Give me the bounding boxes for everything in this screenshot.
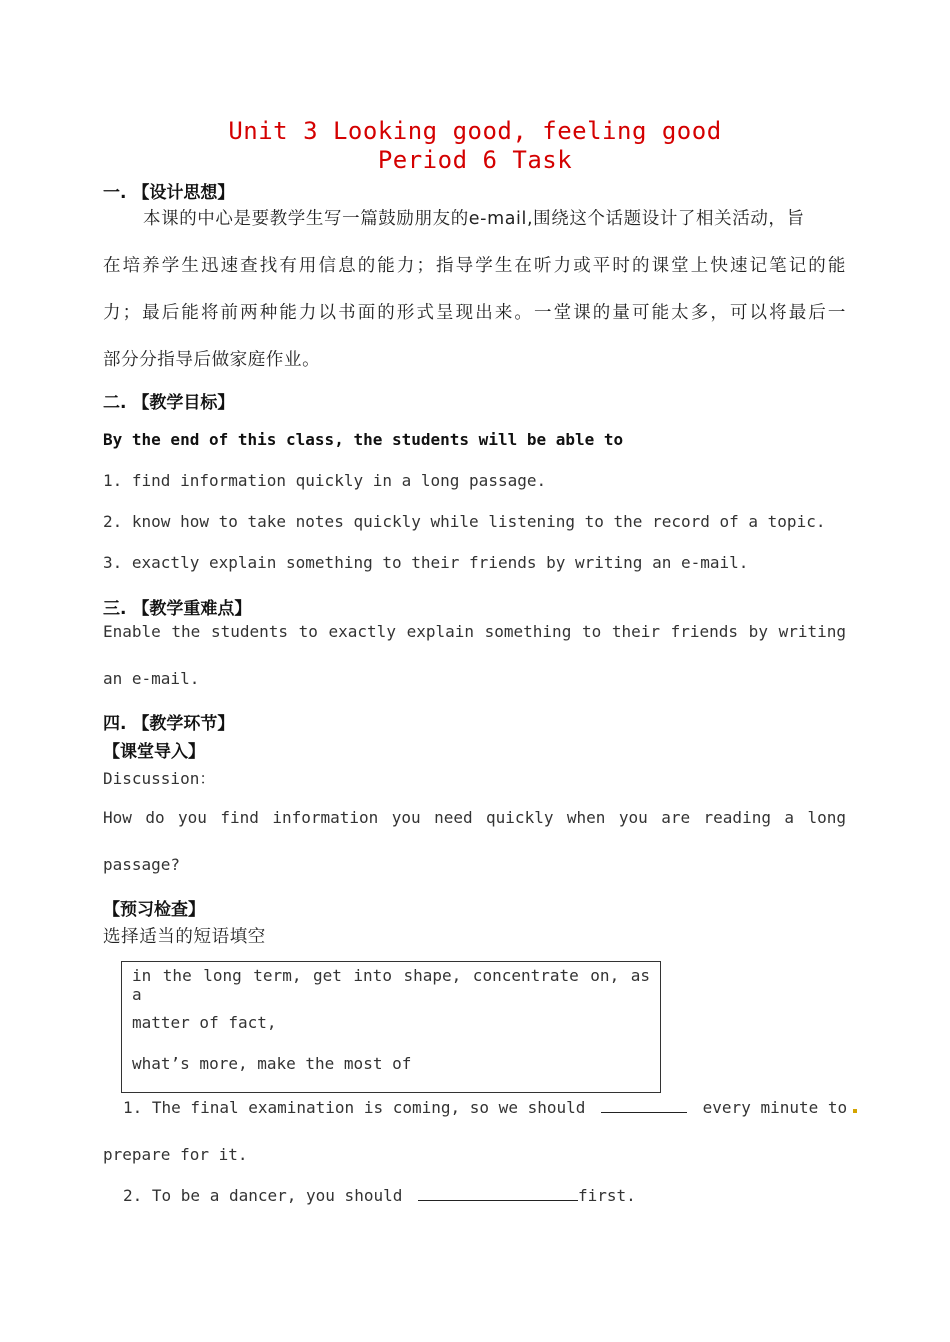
exercise-1-text-before: 1. The final examination is coming, so we should [123,1098,586,1117]
exercise-2-text-after: first. [578,1186,636,1205]
phrase-line-3: what’s more, make the most of [132,1054,412,1073]
design-line-2: 在培养学生迅速查找有用信息的能力；指导学生在听力或平时的课堂上快速记笔记的能 [103,256,846,276]
objective-item: 3. exactly explain something to their friends by writing an e-mail. [103,553,749,572]
phrase-line-2: matter of fact, [132,1013,277,1032]
preview-heading: 【预习检查】 [103,900,205,920]
exercise-instruction: 选择适当的短语填空 [103,927,266,947]
discussion-question-line-2: passage? [103,855,181,874]
document-title: Unit 3 Looking good, feeling good [228,117,722,145]
section-3-heading: 三. 【教学重难点】 [103,599,252,619]
lead-in-heading: 【课堂导入】 [103,742,205,762]
exercise-1 [123,1098,857,1117]
exercise-1-text-after: every minute to [702,1098,848,1117]
objectives-intro: By the end of this class, the students will be able to [103,430,624,449]
document-subtitle: Period 6 Task [377,146,573,174]
phrase-line-1: in the long term, get into shape, concentrate on, as a [132,966,650,1004]
key-point-line-2: an e-mail. [103,669,200,688]
exercise-2-text-before: 2. To be a dancer, you should [123,1186,403,1205]
marker-dot [853,1109,857,1113]
objective-item: 2. know how to take notes quickly while listening to the record of a topic. [103,512,826,531]
section-4-heading: 四. 【教学环节】 [103,714,235,734]
key-point-line-1: Enable the students to exactly explain something to their friends by writing [103,622,846,641]
discussion-label: Discussion： [103,769,216,788]
design-line-4: 部分分指导后做家庭作业。 [103,350,321,370]
exercise-1-blank[interactable] [601,1098,687,1113]
design-line-3: 力；最后能将前两种能力以书面的形式呈现出来。一堂课的量可能太多，可以将最后一 [103,303,846,323]
section-1-heading: 一. 【设计思想】 [103,183,235,203]
objective-item: 1. find information quickly in a long passage. [103,471,547,490]
exercise-2-blank[interactable] [418,1186,578,1201]
design-line-1: 本课的中心是要教学生写一篇鼓励朋友的e-mail,围绕这个话题设计了相关活动，旨 [143,209,805,229]
discussion-question-line-1: How do you find information you need quickly when you are reading a long [103,808,846,827]
section-2-heading: 二. 【教学目标】 [103,393,235,413]
exercise-1-continuation: prepare for it. [103,1145,248,1164]
exercise-2 [123,1186,636,1205]
